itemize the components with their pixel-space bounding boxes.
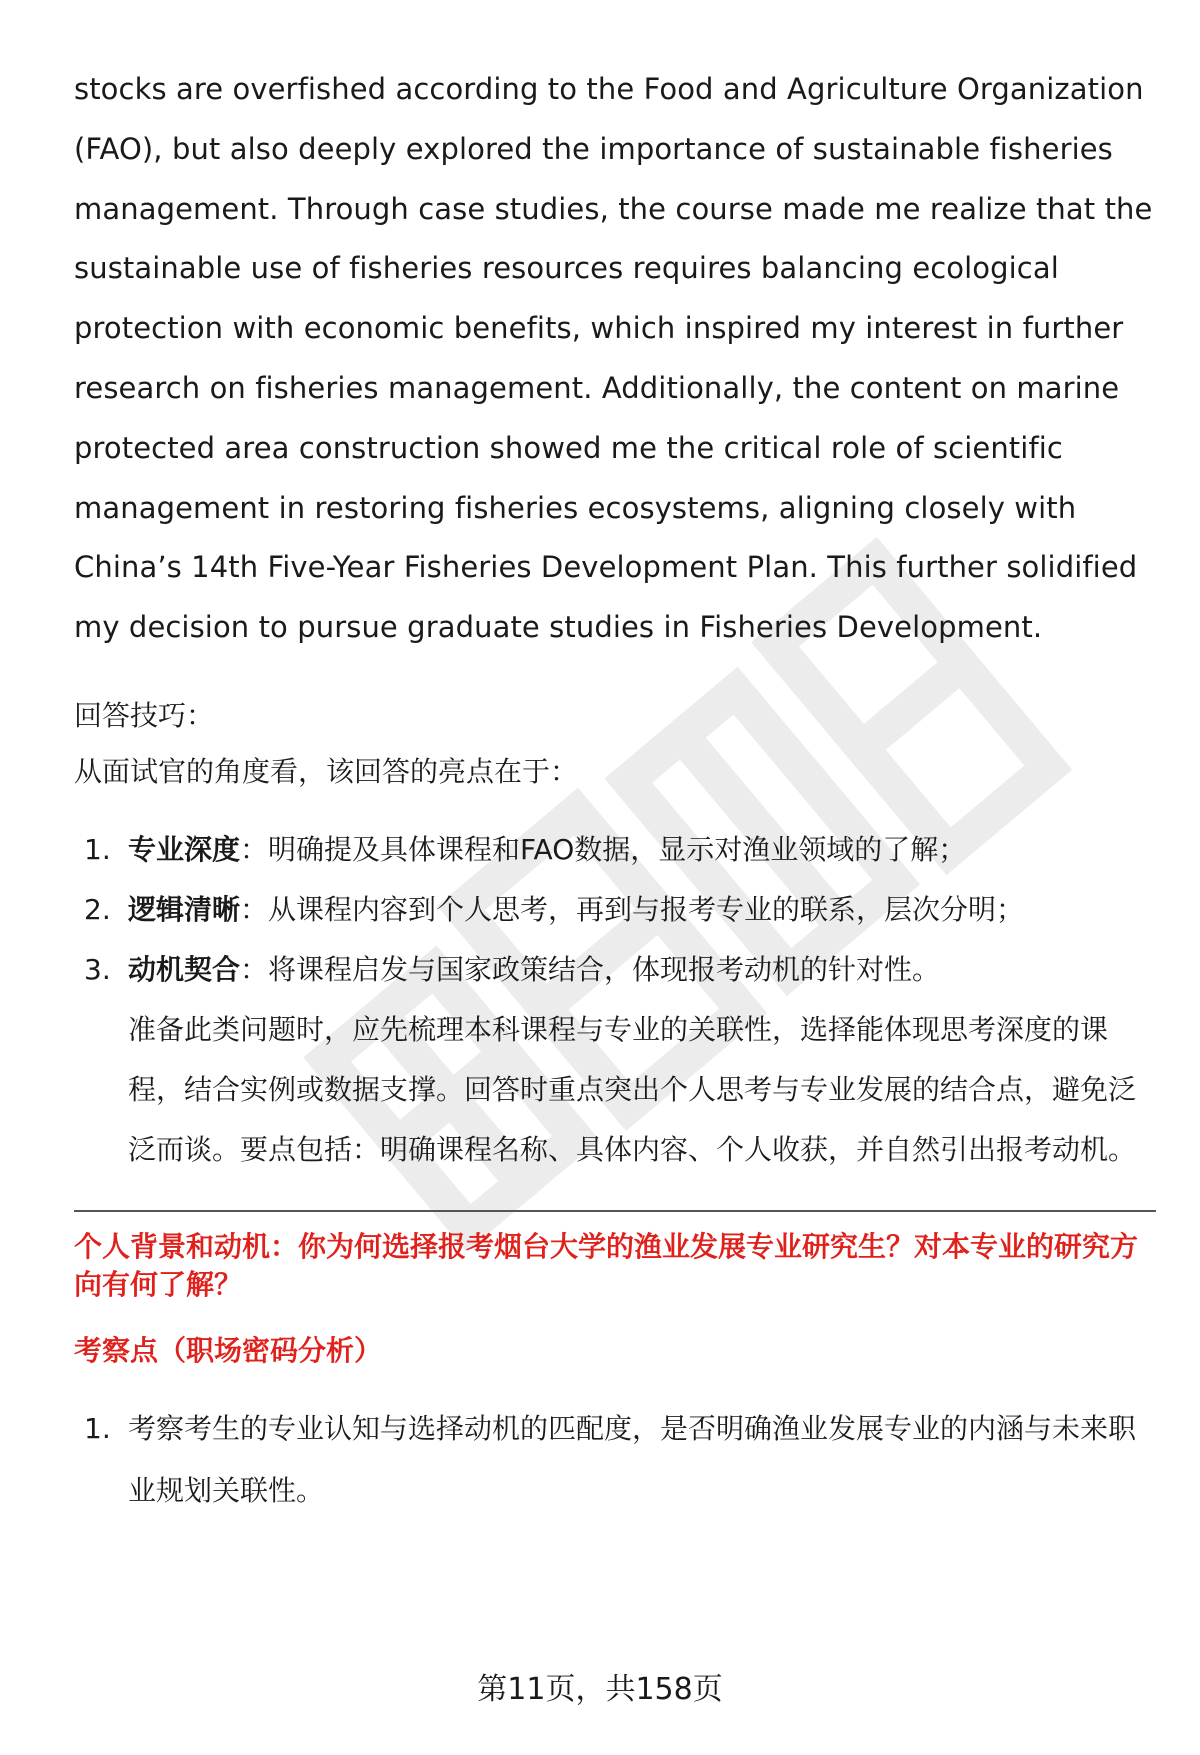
list-item-term: 逻辑清晰: [128, 892, 241, 926]
list-item-text: ：明确提及具体课程和FAO数据，显示对渔业领域的了解；: [240, 832, 967, 866]
list-item-text: ：从课程内容到个人思考，再到与报考专业的联系，层次分明；: [240, 892, 1025, 926]
list-item-number: 2.: [84, 892, 111, 926]
tips-list: [74, 820, 1154, 1000]
assessment-list: [74, 1398, 1154, 1522]
list-item-number: 1.: [84, 832, 111, 866]
list-item-term: 专业深度: [128, 832, 241, 866]
list-item: [74, 880, 1154, 940]
tips-advice: 准备此类问题时，应先梳理本科课程与专业的关联性，选择能体现思考深度的课程，结合实例或数据支撑。回答时重点突出个人思考与专业发展的结合点，避免泛泛而谈。要点包括：明确课程名称、具体内容、个人收获，并自然引出报考动机。: [128, 1012, 1137, 1166]
tips-intro: 从面试官的角度看，该回答的亮点在于：: [74, 754, 579, 788]
list-item: [74, 1398, 1154, 1522]
section-divider: [74, 1210, 1156, 1212]
question-heading: 个人背景和动机：你为何选择报考烟台大学的渔业发展专业研究生？对本专业的研究方向有何了解？: [74, 1229, 1139, 1301]
body-paragraph: stocks are overfished according to the Food and Agriculture Organization (FAO), but also deeply explored the importance of sustainable fisheries management. Through case studies, the course made me realize that the sustainable use of fisheries resources requires balancing ecological protection with economic benefits, which inspired my interest in further research on fisheries management. Additionally, the content on marine protected area construction showed me the critical role of scientific management in restoring fisheries ecosystems, aligning closely with China’s 14th Five-Year Fisheries Development Plan. This further solidified my decision to pursue graduate studies in Fisheries Development.: [74, 72, 1153, 645]
page-content: [74, 60, 1154, 1522]
list-item: [74, 940, 1154, 1000]
list-item-number: 1.: [84, 1411, 111, 1445]
tips-title: 回答技巧：: [74, 698, 215, 732]
list-item-text: 考察考生的专业认知与选择动机的匹配度，是否明确渔业发展专业的内涵与未来职业规划关联性。: [128, 1411, 1137, 1507]
list-item: [74, 820, 1154, 880]
list-item-text: ：将课程启发与国家政策结合，体现报考动机的针对性。: [240, 952, 941, 986]
list-item-term: 动机契合: [128, 952, 241, 986]
page-number-footer: 第11页，共158页: [477, 1672, 723, 1707]
question-subheading: 考察点（职场密码分析）: [74, 1333, 383, 1367]
list-item-number: 3.: [84, 952, 111, 986]
